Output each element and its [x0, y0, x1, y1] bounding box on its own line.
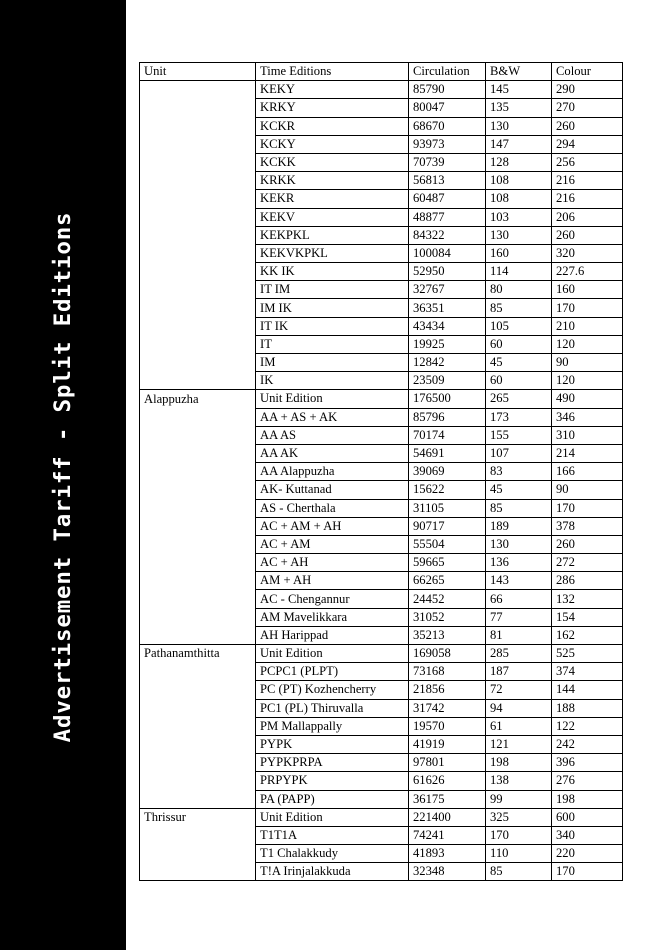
- cell-time-editions: Unit Edition: [256, 390, 409, 408]
- cell-unit: [140, 172, 256, 190]
- cell-bw: 170: [486, 826, 552, 844]
- cell-unit: [140, 244, 256, 262]
- cell-colour: 340: [552, 826, 623, 844]
- cell-colour: 374: [552, 663, 623, 681]
- cell-time-editions: AH Harippad: [256, 626, 409, 644]
- cell-unit: [140, 208, 256, 226]
- cell-unit: [140, 135, 256, 153]
- table-row: [140, 172, 623, 190]
- cell-unit: [140, 263, 256, 281]
- cell-circulation: 23509: [409, 372, 486, 390]
- cell-unit: [140, 626, 256, 644]
- cell-bw: 138: [486, 772, 552, 790]
- cell-time-editions: AC + AM + AH: [256, 517, 409, 535]
- cell-unit: [140, 408, 256, 426]
- cell-colour: 378: [552, 517, 623, 535]
- cell-unit: Alappuzha: [140, 390, 256, 408]
- cell-time-editions: KEKVKPKL: [256, 244, 409, 262]
- cell-time-editions: KCKY: [256, 135, 409, 153]
- cell-circulation: 74241: [409, 826, 486, 844]
- cell-colour: 272: [552, 554, 623, 572]
- cell-time-editions: AM + AH: [256, 572, 409, 590]
- table-row: [140, 517, 623, 535]
- table-row: [140, 117, 623, 135]
- column-header-circulation: Circulation: [409, 63, 486, 81]
- cell-colour: 286: [552, 572, 623, 590]
- cell-unit: [140, 717, 256, 735]
- table-row: [140, 826, 623, 844]
- cell-colour: 525: [552, 645, 623, 663]
- cell-colour: 210: [552, 317, 623, 335]
- cell-colour: 294: [552, 135, 623, 153]
- cell-circulation: 15622: [409, 481, 486, 499]
- cell-bw: 107: [486, 444, 552, 462]
- cell-bw: 121: [486, 735, 552, 753]
- cell-circulation: 100084: [409, 244, 486, 262]
- table-row: [140, 263, 623, 281]
- cell-colour: 160: [552, 281, 623, 299]
- cell-unit: [140, 663, 256, 681]
- cell-bw: 108: [486, 190, 552, 208]
- column-header-time-editions: Time Editions: [256, 63, 409, 81]
- cell-time-editions: PYPK: [256, 735, 409, 753]
- cell-unit: [140, 426, 256, 444]
- cell-bw: 187: [486, 663, 552, 681]
- table-row: [140, 335, 623, 353]
- cell-bw: 173: [486, 408, 552, 426]
- cell-time-editions: AK- Kuttanad: [256, 481, 409, 499]
- cell-bw: 155: [486, 426, 552, 444]
- cell-colour: 260: [552, 535, 623, 553]
- cell-bw: 265: [486, 390, 552, 408]
- sidebar: [0, 0, 126, 950]
- table-row: [140, 244, 623, 262]
- table-row: [140, 717, 623, 735]
- column-header-bw: B&W: [486, 63, 552, 81]
- cell-unit: [140, 826, 256, 844]
- cell-colour: 170: [552, 499, 623, 517]
- cell-time-editions: AC + AH: [256, 554, 409, 572]
- table-row: [140, 608, 623, 626]
- cell-bw: 136: [486, 554, 552, 572]
- cell-time-editions: PA (PAPP): [256, 790, 409, 808]
- table-row: [140, 390, 623, 408]
- cell-unit: [140, 190, 256, 208]
- cell-circulation: 24452: [409, 590, 486, 608]
- cell-time-editions: AA AS: [256, 426, 409, 444]
- table-row: [140, 863, 623, 881]
- cell-time-editions: T1T1A: [256, 826, 409, 844]
- table-row: [140, 372, 623, 390]
- cell-circulation: 55504: [409, 535, 486, 553]
- cell-colour: 214: [552, 444, 623, 462]
- cell-colour: 310: [552, 426, 623, 444]
- cell-colour: 220: [552, 845, 623, 863]
- cell-circulation: 97801: [409, 754, 486, 772]
- cell-bw: 108: [486, 172, 552, 190]
- cell-time-editions: KK IK: [256, 263, 409, 281]
- table-row: [140, 499, 623, 517]
- cell-circulation: 221400: [409, 808, 486, 826]
- cell-bw: 130: [486, 117, 552, 135]
- cell-colour: 256: [552, 153, 623, 171]
- table-body: [140, 81, 623, 881]
- cell-circulation: 85790: [409, 81, 486, 99]
- cell-time-editions: Unit Edition: [256, 808, 409, 826]
- table-row: [140, 281, 623, 299]
- cell-colour: 170: [552, 299, 623, 317]
- cell-circulation: 39069: [409, 463, 486, 481]
- cell-colour: 276: [552, 772, 623, 790]
- cell-time-editions: KRKY: [256, 99, 409, 117]
- cell-circulation: 19925: [409, 335, 486, 353]
- cell-bw: 128: [486, 153, 552, 171]
- cell-bw: 160: [486, 244, 552, 262]
- cell-bw: 85: [486, 299, 552, 317]
- cell-circulation: 52950: [409, 263, 486, 281]
- cell-circulation: 32348: [409, 863, 486, 881]
- table-row: [140, 135, 623, 153]
- cell-colour: 144: [552, 681, 623, 699]
- cell-circulation: 93973: [409, 135, 486, 153]
- cell-circulation: 41893: [409, 845, 486, 863]
- cell-unit: [140, 790, 256, 808]
- cell-unit: [140, 117, 256, 135]
- cell-circulation: 66265: [409, 572, 486, 590]
- cell-colour: 120: [552, 335, 623, 353]
- cell-bw: 135: [486, 99, 552, 117]
- cell-time-editions: KEKY: [256, 81, 409, 99]
- cell-circulation: 60487: [409, 190, 486, 208]
- cell-circulation: 73168: [409, 663, 486, 681]
- cell-circulation: 43434: [409, 317, 486, 335]
- cell-time-editions: KRKK: [256, 172, 409, 190]
- cell-unit: [140, 863, 256, 881]
- table-row: [140, 645, 623, 663]
- cell-bw: 83: [486, 463, 552, 481]
- cell-bw: 77: [486, 608, 552, 626]
- cell-time-editions: AS - Cherthala: [256, 499, 409, 517]
- cell-unit: [140, 335, 256, 353]
- cell-circulation: 12842: [409, 354, 486, 372]
- cell-colour: 290: [552, 81, 623, 99]
- table-row: [140, 190, 623, 208]
- column-header-unit: Unit: [140, 63, 256, 81]
- cell-colour: 320: [552, 244, 623, 262]
- cell-unit: [140, 517, 256, 535]
- cell-circulation: 56813: [409, 172, 486, 190]
- cell-unit: [140, 153, 256, 171]
- cell-time-editions: AA Alappuzha: [256, 463, 409, 481]
- cell-time-editions: IT IK: [256, 317, 409, 335]
- cell-colour: 227.6: [552, 263, 623, 281]
- cell-colour: 132: [552, 590, 623, 608]
- table-row: [140, 153, 623, 171]
- table-row: [140, 426, 623, 444]
- cell-circulation: 35213: [409, 626, 486, 644]
- table-row: [140, 317, 623, 335]
- cell-colour: 90: [552, 354, 623, 372]
- cell-circulation: 31742: [409, 699, 486, 717]
- cell-unit: [140, 317, 256, 335]
- cell-unit: [140, 444, 256, 462]
- cell-bw: 114: [486, 263, 552, 281]
- cell-colour: 346: [552, 408, 623, 426]
- header-row: [140, 63, 623, 81]
- cell-time-editions: PC1 (PL) Thiruvalla: [256, 699, 409, 717]
- cell-time-editions: IM IK: [256, 299, 409, 317]
- table-row: [140, 535, 623, 553]
- cell-circulation: 19570: [409, 717, 486, 735]
- cell-circulation: 80047: [409, 99, 486, 117]
- cell-bw: 189: [486, 517, 552, 535]
- tariff-table: [139, 62, 623, 881]
- cell-bw: 103: [486, 208, 552, 226]
- cell-unit: [140, 99, 256, 117]
- cell-colour: 170: [552, 863, 623, 881]
- cell-bw: 143: [486, 572, 552, 590]
- cell-colour: 120: [552, 372, 623, 390]
- cell-bw: 130: [486, 535, 552, 553]
- cell-bw: 45: [486, 481, 552, 499]
- table-row: [140, 772, 623, 790]
- cell-time-editions: Unit Edition: [256, 645, 409, 663]
- cell-colour: 162: [552, 626, 623, 644]
- cell-unit: [140, 299, 256, 317]
- table-row: [140, 208, 623, 226]
- cell-colour: 216: [552, 172, 623, 190]
- table-row: [140, 699, 623, 717]
- cell-time-editions: KCKK: [256, 153, 409, 171]
- cell-circulation: 32767: [409, 281, 486, 299]
- cell-bw: 94: [486, 699, 552, 717]
- cell-colour: 260: [552, 117, 623, 135]
- cell-unit: [140, 554, 256, 572]
- table-row: [140, 408, 623, 426]
- cell-unit: [140, 845, 256, 863]
- cell-time-editions: AC + AM: [256, 535, 409, 553]
- table-header: [140, 63, 623, 81]
- cell-bw: 110: [486, 845, 552, 863]
- table-row: [140, 463, 623, 481]
- table-row: [140, 590, 623, 608]
- cell-time-editions: T!A Irinjalakkuda: [256, 863, 409, 881]
- cell-time-editions: KEKPKL: [256, 226, 409, 244]
- cell-time-editions: PYPKPRPA: [256, 754, 409, 772]
- cell-circulation: 36351: [409, 299, 486, 317]
- cell-unit: [140, 535, 256, 553]
- cell-bw: 45: [486, 354, 552, 372]
- cell-bw: 285: [486, 645, 552, 663]
- table-row: [140, 754, 623, 772]
- cell-time-editions: IT: [256, 335, 409, 353]
- cell-unit: [140, 81, 256, 99]
- table-row: [140, 99, 623, 117]
- cell-unit: [140, 699, 256, 717]
- cell-bw: 85: [486, 499, 552, 517]
- cell-time-editions: T1 Chalakkudy: [256, 845, 409, 863]
- cell-time-editions: AM Mavelikkara: [256, 608, 409, 626]
- table-row: [140, 81, 623, 99]
- cell-unit: [140, 499, 256, 517]
- cell-colour: 490: [552, 390, 623, 408]
- cell-time-editions: PC (PT) Kozhencherry: [256, 681, 409, 699]
- table-row: [140, 790, 623, 808]
- cell-unit: [140, 681, 256, 699]
- table-row: [140, 444, 623, 462]
- cell-unit: [140, 754, 256, 772]
- cell-circulation: 169058: [409, 645, 486, 663]
- cell-circulation: 48877: [409, 208, 486, 226]
- cell-circulation: 84322: [409, 226, 486, 244]
- cell-unit: [140, 572, 256, 590]
- table-row: [140, 572, 623, 590]
- cell-unit: [140, 281, 256, 299]
- cell-bw: 81: [486, 626, 552, 644]
- cell-circulation: 21856: [409, 681, 486, 699]
- cell-time-editions: KCKR: [256, 117, 409, 135]
- sidebar-title: Advertisement Tariff - Split Editions: [50, 211, 76, 743]
- cell-circulation: 54691: [409, 444, 486, 462]
- cell-colour: 122: [552, 717, 623, 735]
- cell-colour: 270: [552, 99, 623, 117]
- table-row: [140, 354, 623, 372]
- cell-time-editions: AA AK: [256, 444, 409, 462]
- cell-circulation: 61626: [409, 772, 486, 790]
- cell-unit: [140, 354, 256, 372]
- cell-colour: 188: [552, 699, 623, 717]
- cell-circulation: 31105: [409, 499, 486, 517]
- table-row: [140, 299, 623, 317]
- cell-colour: 90: [552, 481, 623, 499]
- cell-circulation: 41919: [409, 735, 486, 753]
- cell-unit: [140, 608, 256, 626]
- cell-bw: 60: [486, 335, 552, 353]
- cell-bw: 60: [486, 372, 552, 390]
- cell-colour: 396: [552, 754, 623, 772]
- cell-colour: 216: [552, 190, 623, 208]
- cell-time-editions: PRPYPK: [256, 772, 409, 790]
- table-row: [140, 845, 623, 863]
- cell-colour: 166: [552, 463, 623, 481]
- cell-unit: [140, 590, 256, 608]
- table-row: [140, 554, 623, 572]
- cell-circulation: 59665: [409, 554, 486, 572]
- cell-colour: 600: [552, 808, 623, 826]
- cell-bw: 147: [486, 135, 552, 153]
- cell-time-editions: IT IM: [256, 281, 409, 299]
- cell-bw: 61: [486, 717, 552, 735]
- table-row: [140, 808, 623, 826]
- cell-colour: 260: [552, 226, 623, 244]
- cell-time-editions: PCPC1 (PLPT): [256, 663, 409, 681]
- cell-bw: 85: [486, 863, 552, 881]
- table-row: [140, 663, 623, 681]
- cell-time-editions: IK: [256, 372, 409, 390]
- cell-time-editions: AA + AS + AK: [256, 408, 409, 426]
- cell-time-editions: KEKV: [256, 208, 409, 226]
- cell-bw: 66: [486, 590, 552, 608]
- cell-circulation: 70739: [409, 153, 486, 171]
- cell-unit: [140, 463, 256, 481]
- cell-unit: [140, 481, 256, 499]
- cell-bw: 99: [486, 790, 552, 808]
- cell-colour: 206: [552, 208, 623, 226]
- cell-unit: [140, 772, 256, 790]
- cell-bw: 130: [486, 226, 552, 244]
- cell-bw: 80: [486, 281, 552, 299]
- cell-time-editions: AC - Chengannur: [256, 590, 409, 608]
- table-row: [140, 681, 623, 699]
- cell-unit: [140, 226, 256, 244]
- cell-unit: Thrissur: [140, 808, 256, 826]
- cell-unit: [140, 372, 256, 390]
- cell-circulation: 176500: [409, 390, 486, 408]
- cell-circulation: 36175: [409, 790, 486, 808]
- cell-bw: 325: [486, 808, 552, 826]
- cell-bw: 198: [486, 754, 552, 772]
- cell-circulation: 90717: [409, 517, 486, 535]
- table-row: [140, 626, 623, 644]
- cell-unit: Pathanamthitta: [140, 645, 256, 663]
- cell-bw: 145: [486, 81, 552, 99]
- cell-colour: 154: [552, 608, 623, 626]
- cell-bw: 105: [486, 317, 552, 335]
- table-row: [140, 735, 623, 753]
- cell-colour: 198: [552, 790, 623, 808]
- cell-time-editions: IM: [256, 354, 409, 372]
- cell-bw: 72: [486, 681, 552, 699]
- table-row: [140, 481, 623, 499]
- cell-circulation: 31052: [409, 608, 486, 626]
- column-header-colour: Colour: [552, 63, 623, 81]
- cell-unit: [140, 735, 256, 753]
- cell-colour: 242: [552, 735, 623, 753]
- table-row: [140, 226, 623, 244]
- cell-circulation: 68670: [409, 117, 486, 135]
- cell-circulation: 70174: [409, 426, 486, 444]
- cell-time-editions: PM Mallappally: [256, 717, 409, 735]
- cell-time-editions: KEKR: [256, 190, 409, 208]
- cell-circulation: 85796: [409, 408, 486, 426]
